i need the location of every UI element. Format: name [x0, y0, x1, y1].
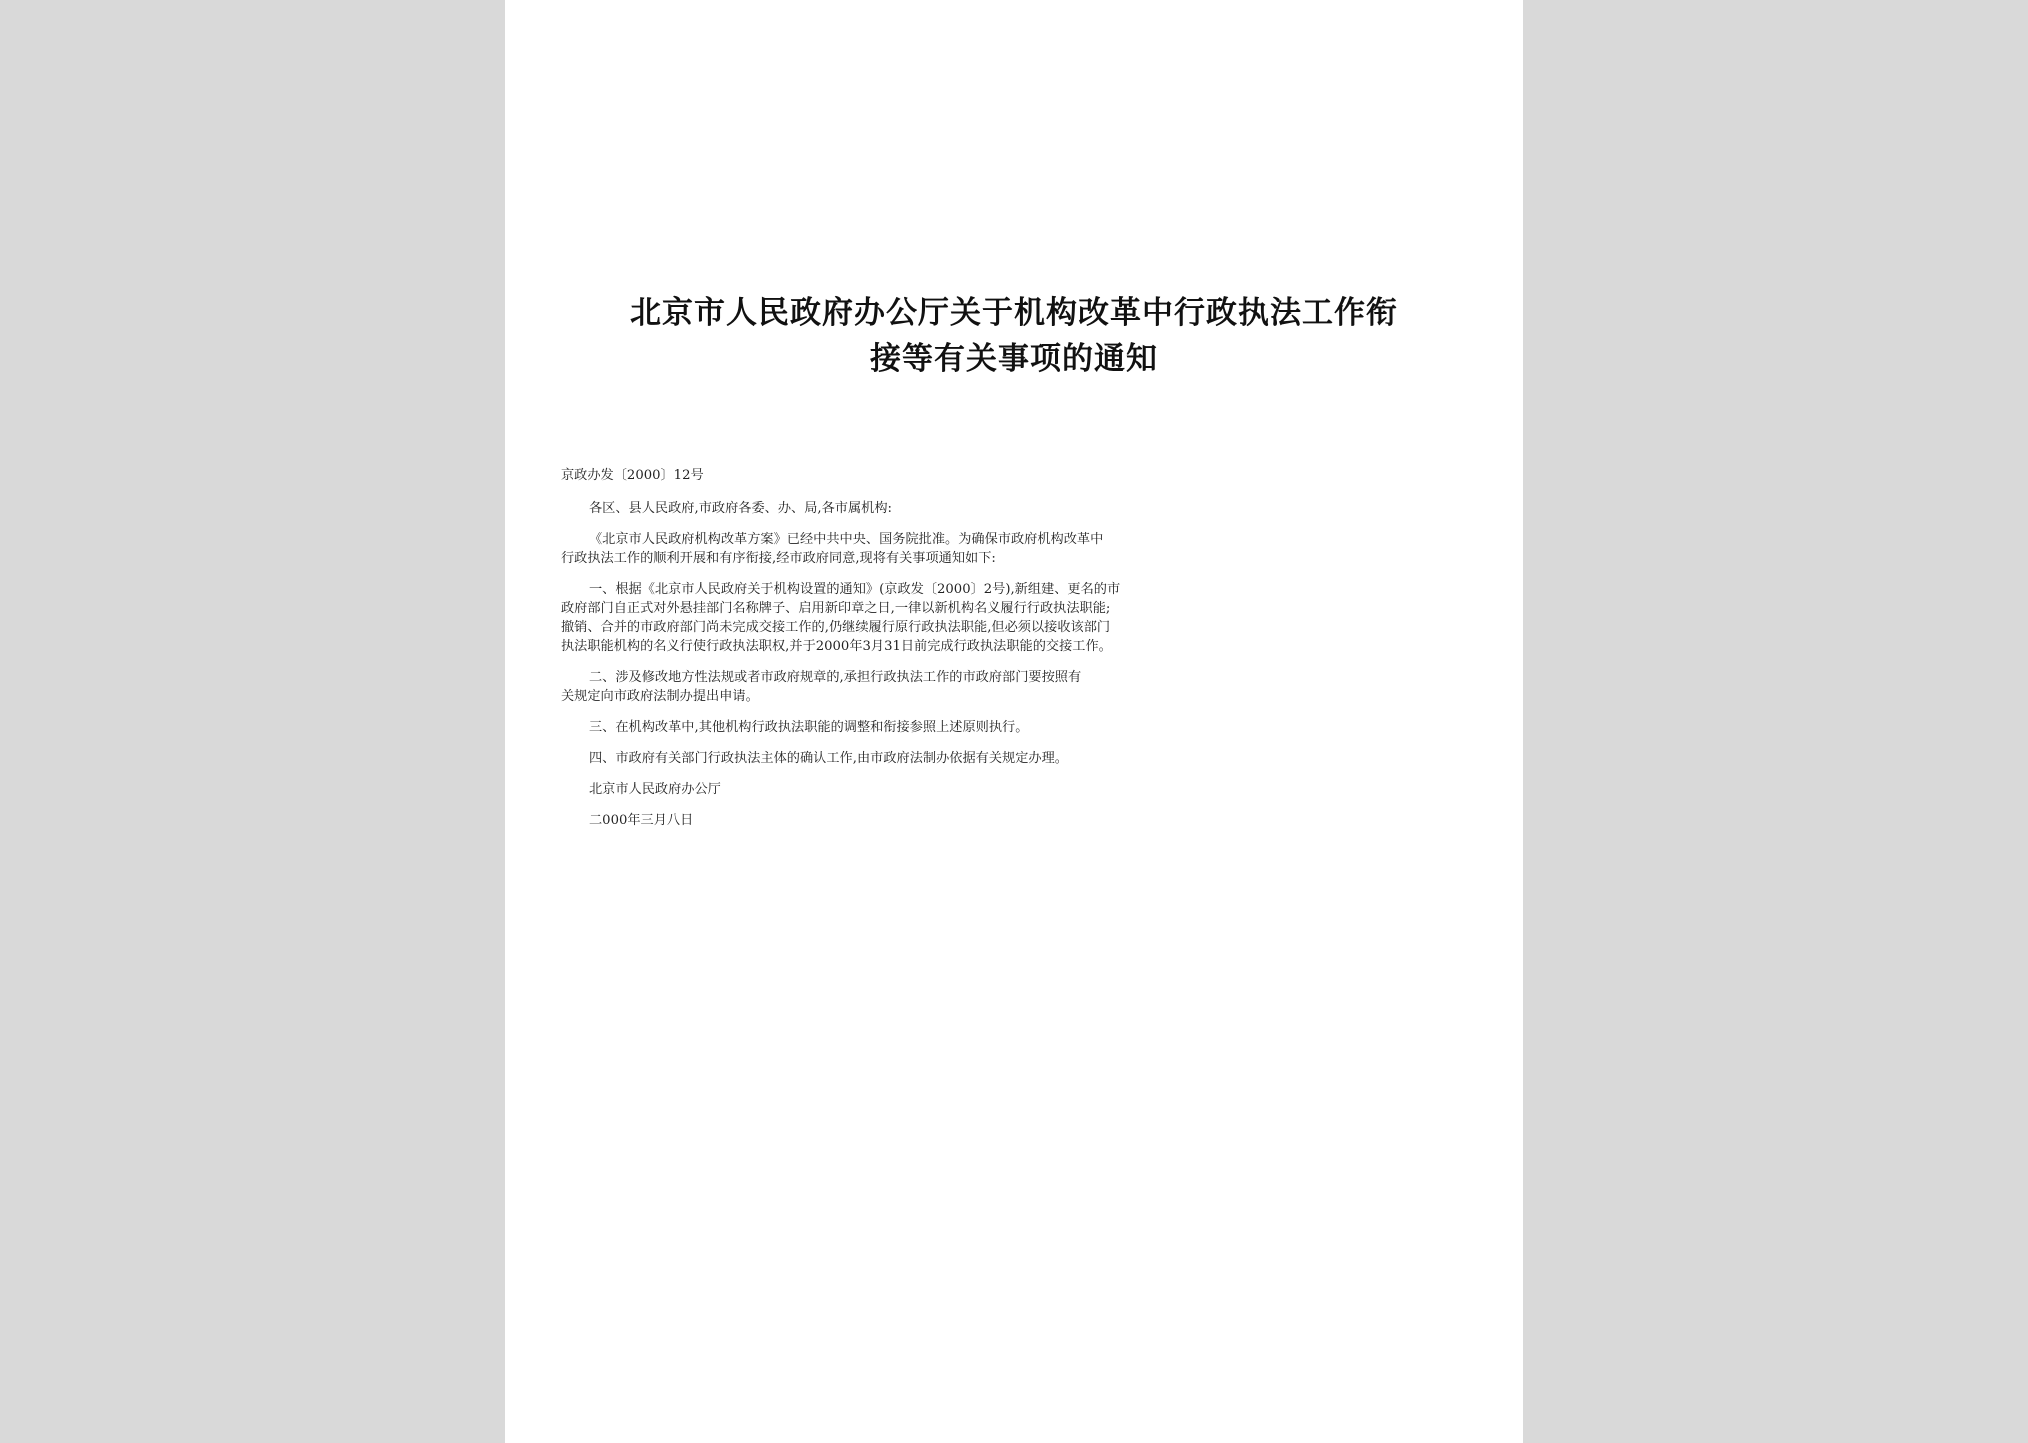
paragraph-intro-line-1: 《北京市人民政府机构改革方案》已经中共中央、国务院批准。为确保市政府机构改革中 [589, 532, 1104, 547]
item-1-line-1: 一、根据《北京市人民政府关于机构设置的通知》(京政发〔2000〕2号),新组建、更名的市 [589, 582, 1121, 597]
item-2 [561, 668, 1173, 706]
item-3: 三、在机构改革中,其他机构行政执法职能的调整和衔接参照上述原则执行。 [589, 720, 1029, 735]
title-line-2: 接等有关事项的通知 [870, 341, 1158, 377]
issue-date: 二000年三月八日 [589, 813, 694, 828]
signature: 北京市人民政府办公厅 [589, 782, 721, 797]
item-1-line-3: 撤销、合并的市政府部门尚未完成交接工作的,仍继续履行原行政执法职能,但必须以接收该部门 [561, 620, 1111, 635]
item-1 [561, 580, 1173, 656]
document-body [561, 466, 1173, 842]
item-2-line-1: 二、涉及修改地方性法规或者市政府规章的,承担行政执法工作的市政府部门要按照有 [589, 670, 1082, 685]
item-4: 四、市政府有关部门行政执法主体的确认工作,由市政府法制办依据有关规定办理。 [589, 751, 1068, 766]
document-title [561, 290, 1467, 382]
paragraph-intro-line-2: 行政执法工作的顺利开展和有序衔接,经市政府同意,现将有关事项通知如下: [561, 551, 996, 566]
item-1-line-4: 执法职能机构的名义行使行政执法职权,并于2000年3月31日前完成行政执法职能的交接工作。 [561, 639, 1112, 654]
item-2-line-2: 关规定向市政府法制办提出申请。 [561, 689, 759, 704]
paragraph-intro [561, 530, 1173, 568]
document-page [505, 0, 1523, 1443]
title-line-1: 北京市人民政府办公厅关于机构改革中行政执法工作衔 [630, 295, 1398, 331]
addressee: 各区、县人民政府,市政府各委、办、局,各市属机构: [589, 501, 892, 516]
item-1-line-2: 政府部门自正式对外悬挂部门名称牌子、启用新印章之日,一律以新机构名义履行行政执法职能; [561, 601, 1111, 616]
document-number: 京政办发〔2000〕12号 [561, 468, 704, 483]
